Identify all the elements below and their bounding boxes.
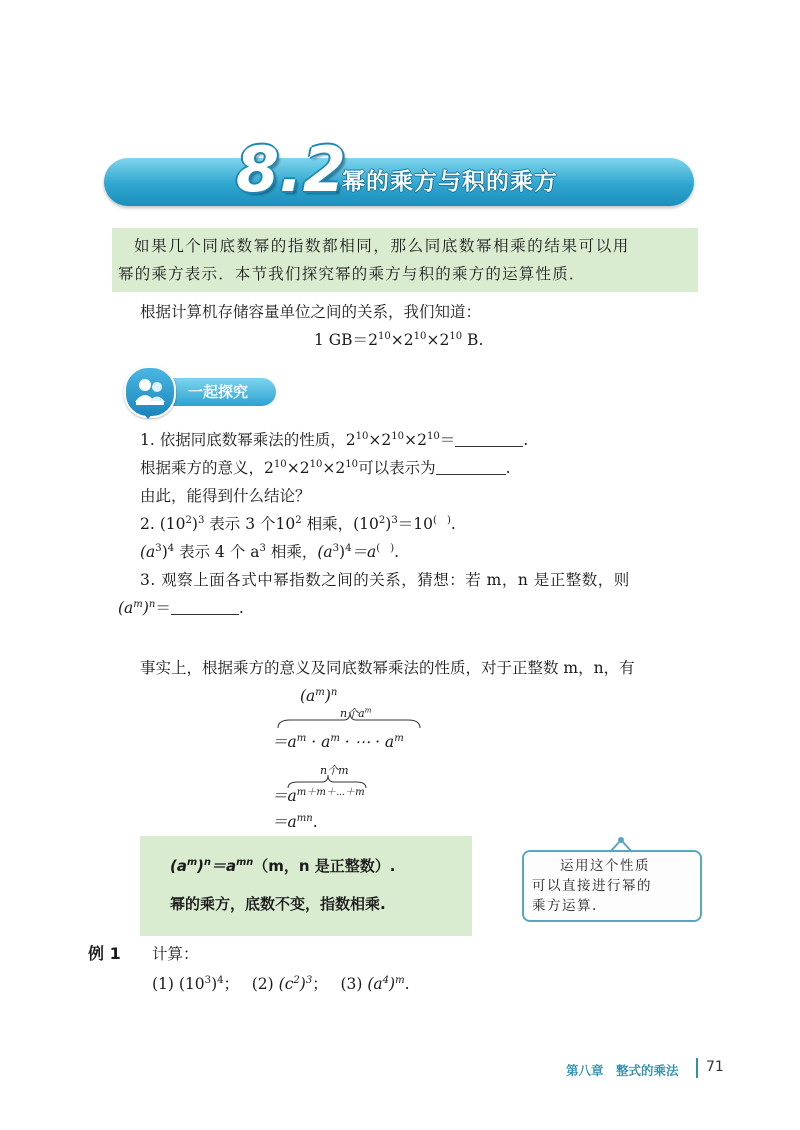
answer-blank[interactable]: ( ) bbox=[376, 542, 395, 554]
item-number: (2) bbox=[251, 975, 274, 993]
intro-text-line-1: 如果几个同底数幂的指数都相同，那么同底数幂相乘的结果可以用 bbox=[134, 237, 630, 255]
exp: 3 bbox=[259, 542, 266, 554]
expr: (10 bbox=[159, 515, 186, 533]
exp: 10 bbox=[345, 458, 359, 470]
exp: 2 bbox=[295, 514, 302, 526]
period: . bbox=[450, 515, 456, 533]
question-3: 3. 观察上面各式中幂指数之间的关系，猜想：若 m，n 是正整数，则 bbox=[140, 571, 630, 589]
q1-prefix: 1. 依据同底数幂乘法的性质， bbox=[140, 431, 346, 449]
pin-icon bbox=[606, 836, 636, 854]
storage-text: 根据计算机存储容量单位之间的关系，我们知道： bbox=[140, 303, 482, 321]
expr: · a bbox=[306, 733, 331, 751]
formula-rhs: ＝a bbox=[210, 857, 237, 875]
question-3b: $(a^m)^n=$ . bbox=[118, 598, 244, 617]
base: 2 bbox=[403, 331, 414, 349]
brace-label: n个a bbox=[340, 707, 365, 720]
question-1c: 由此，能得到什么结论？ bbox=[140, 487, 311, 505]
exp: 4 bbox=[345, 542, 352, 554]
base: 2 bbox=[417, 431, 427, 449]
people-icon bbox=[124, 366, 176, 418]
expr: · ⋯ · a bbox=[339, 733, 395, 751]
section-title: 幂的乘方与积的乘方 bbox=[342, 169, 558, 195]
note-line-2: 可以直接进行幂的 bbox=[532, 878, 652, 894]
exp: mn bbox=[296, 812, 313, 824]
times-sign: × bbox=[426, 331, 440, 349]
property-box bbox=[140, 836, 472, 936]
answer-blank[interactable] bbox=[455, 432, 523, 447]
exp: 10 bbox=[273, 458, 287, 470]
base: 2 bbox=[335, 459, 346, 477]
page-number: 71 bbox=[706, 1059, 724, 1075]
exp: 3 bbox=[332, 542, 340, 554]
q2b-mid2: 相乘， bbox=[265, 543, 318, 561]
period: . bbox=[238, 599, 244, 617]
times-sign: × bbox=[390, 331, 404, 349]
base: 2 bbox=[368, 331, 378, 349]
period: . bbox=[523, 431, 529, 449]
exp: 10 bbox=[377, 330, 391, 342]
paren: ) bbox=[385, 515, 392, 533]
example-label: 例 1 bbox=[88, 944, 121, 963]
exp: m bbox=[364, 705, 372, 715]
q2-mid: 表示 3 个10 bbox=[204, 515, 296, 533]
expr: ＝a bbox=[272, 787, 297, 805]
q2-prefix: 2. bbox=[140, 515, 160, 533]
derivation-line-4 bbox=[272, 808, 318, 837]
example-task: 计算： bbox=[152, 945, 199, 963]
section-number: 8.2 bbox=[236, 133, 346, 206]
question-2b bbox=[140, 538, 399, 567]
base: 2 bbox=[299, 459, 310, 477]
expr: ＝a bbox=[272, 813, 297, 831]
answer-blank[interactable] bbox=[436, 460, 506, 475]
times-sign: × bbox=[404, 431, 418, 449]
exp: 3 bbox=[197, 514, 205, 526]
property-formula: $(a^m)^n=a^{mn}(m$，n 是正整数）. bbox=[170, 857, 396, 875]
answer-blank[interactable] bbox=[171, 600, 239, 615]
derivation-intro: 事实上，根据乘方的意义及同底数幂乘法的性质，对于正整数 m，n，有 bbox=[140, 659, 635, 677]
question-1 bbox=[140, 426, 528, 455]
brace-2-label: n个m bbox=[320, 764, 349, 777]
footer-chapter: 第八章 整式的乘法 bbox=[566, 1063, 679, 1078]
formula-condition: （m，n 是正整数）. bbox=[253, 857, 396, 875]
storage-unit: B. bbox=[462, 331, 484, 349]
exp: 3 bbox=[391, 514, 398, 526]
exp: 2 bbox=[378, 514, 386, 526]
property-rule: 幂的乘方，底数不变，指数相乘. bbox=[170, 895, 386, 913]
example-items: (1) $(10^3)^4$； (2) $(c^2)^3$； (3) $(a^4)^m$. bbox=[152, 974, 410, 993]
times-sign: × bbox=[286, 459, 300, 477]
base: 2 bbox=[264, 459, 274, 477]
base: 2 bbox=[439, 331, 450, 349]
paren: ) bbox=[161, 543, 168, 561]
brace-1-label bbox=[340, 705, 371, 721]
exp: 10 bbox=[413, 330, 427, 342]
item-number: (1) bbox=[152, 975, 174, 993]
q2b-eq: ＝a bbox=[351, 543, 377, 561]
expr: (10 bbox=[353, 515, 379, 533]
note-line-3: 乘方运算. bbox=[532, 898, 598, 914]
q1b-prefix: 根据乘方的意义， bbox=[140, 459, 265, 477]
period: . bbox=[505, 459, 511, 477]
exp: 10 bbox=[426, 430, 440, 442]
times-sign: × bbox=[368, 431, 382, 449]
expr: (a bbox=[317, 543, 333, 561]
exp: mn bbox=[236, 857, 254, 868]
period: . bbox=[312, 813, 318, 831]
exp: 10 bbox=[449, 330, 463, 342]
explore-badge-label: 一起探究 bbox=[188, 383, 249, 401]
intro-text-line-2: 幂的乘方表示．本节我们探究幂的乘方与积的乘方的运算性质． bbox=[118, 265, 586, 283]
base: 2 bbox=[381, 431, 392, 449]
equals: ＝ bbox=[439, 431, 456, 449]
paren: ) bbox=[339, 543, 346, 561]
derivation-line-1: $(a^m)^n$ bbox=[300, 686, 338, 705]
item-number: (3) bbox=[340, 975, 363, 993]
storage-lhs: 1 GB＝ bbox=[314, 331, 369, 349]
expr: ＝a bbox=[272, 733, 297, 751]
badge-pointer-icon bbox=[142, 412, 154, 419]
exp: 3 bbox=[155, 542, 162, 554]
question-1b bbox=[140, 454, 511, 483]
base: 2 bbox=[345, 431, 356, 449]
note-line-1: 运用这个性质 bbox=[560, 858, 650, 874]
storage-formula bbox=[314, 326, 483, 355]
q2-mid2: 相乘， bbox=[301, 515, 354, 533]
paren: ) bbox=[191, 515, 198, 533]
times-sign: × bbox=[322, 459, 336, 477]
question-2 bbox=[140, 510, 456, 539]
expr: (a bbox=[140, 543, 156, 561]
q2b-mid: 表示 4 个 a bbox=[174, 543, 260, 561]
answer-blank[interactable]: ( ) bbox=[432, 514, 451, 526]
q1b-middle: 可以表示为 bbox=[358, 459, 436, 477]
exp: 10 bbox=[309, 458, 323, 470]
exp: 10 bbox=[391, 430, 405, 442]
footer-divider bbox=[696, 1058, 698, 1078]
derivation-line-3 bbox=[272, 782, 365, 811]
exp: 10 bbox=[355, 430, 369, 442]
exp: m＋m＋⋯＋m bbox=[296, 786, 365, 798]
equals: ＝ bbox=[155, 599, 171, 617]
derivation-line-2: $=a^m \cdot a^m$ · ⋯ · $a^m$ bbox=[272, 732, 404, 751]
q2-eq: ＝10 bbox=[397, 515, 433, 533]
exp: 2 bbox=[185, 514, 192, 526]
period: . bbox=[394, 543, 400, 561]
exp: 4 bbox=[167, 542, 175, 554]
